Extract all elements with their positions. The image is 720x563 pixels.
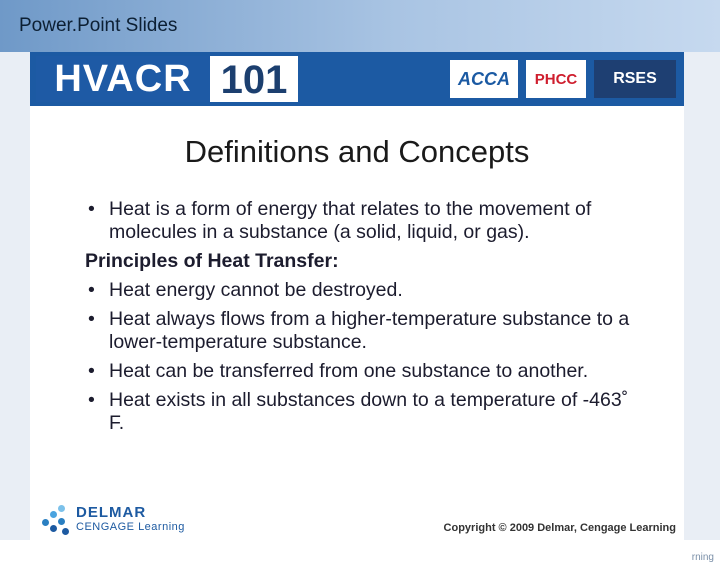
slide-header-banner <box>30 52 684 106</box>
partner-logos <box>450 58 676 100</box>
bullet-text: Heat energy cannot be destroyed. <box>109 279 403 301</box>
right-margin-strip <box>684 52 720 563</box>
rses-logo: RSES <box>594 60 676 98</box>
left-margin-strip <box>0 52 30 540</box>
phcc-logo: PHCC <box>526 60 586 98</box>
bullet-item <box>86 279 646 302</box>
bullet-item <box>86 360 646 383</box>
bullet-text: Heat is a form of energy that relates to the movement of molecules in a substance (a solid, liquid, or gas). <box>109 198 592 243</box>
bullet-item <box>86 308 646 354</box>
copyright-notice: Copyright © 2009 Delmar, Cengage Learning <box>443 522 676 534</box>
section-subheading: Principles of Heat Transfer: <box>85 250 339 272</box>
bullet-dot: • <box>88 360 95 382</box>
top-title-bar <box>0 0 720 52</box>
bullet-item <box>86 389 646 435</box>
bullet-dot: • <box>88 389 95 411</box>
hvacr-logo: HVACR <box>36 56 210 102</box>
bullet-text: Heat always flows from a higher-temperature substance to a lower-temperature substance. <box>109 308 630 353</box>
bullet-item <box>86 198 646 244</box>
delmar-mark-icon <box>40 505 70 535</box>
slide-body <box>86 198 646 441</box>
delmar-wordmark: DELMAR <box>76 504 147 521</box>
edge-text: rning <box>691 552 714 563</box>
bullet-dot: • <box>88 279 95 301</box>
slide-canvas[interactable] <box>30 52 684 540</box>
bullet-dot: • <box>88 198 95 220</box>
bullet-text: Heat exists in all substances down to a temperature of -463˚ F. <box>109 389 629 434</box>
acca-logo: ACCA <box>450 60 518 98</box>
bullet-text: Heat can be transferred from one substance to another. <box>109 360 589 382</box>
window-title: Power.Point Slides <box>19 15 178 36</box>
logo-101: 101 <box>210 56 298 102</box>
delmar-cengage-logo <box>40 502 210 538</box>
slide-title: Definitions and Concepts <box>184 134 530 169</box>
cengage-wordmark: CENGAGE Learning <box>76 521 185 533</box>
bullet-dot: • <box>88 308 95 330</box>
